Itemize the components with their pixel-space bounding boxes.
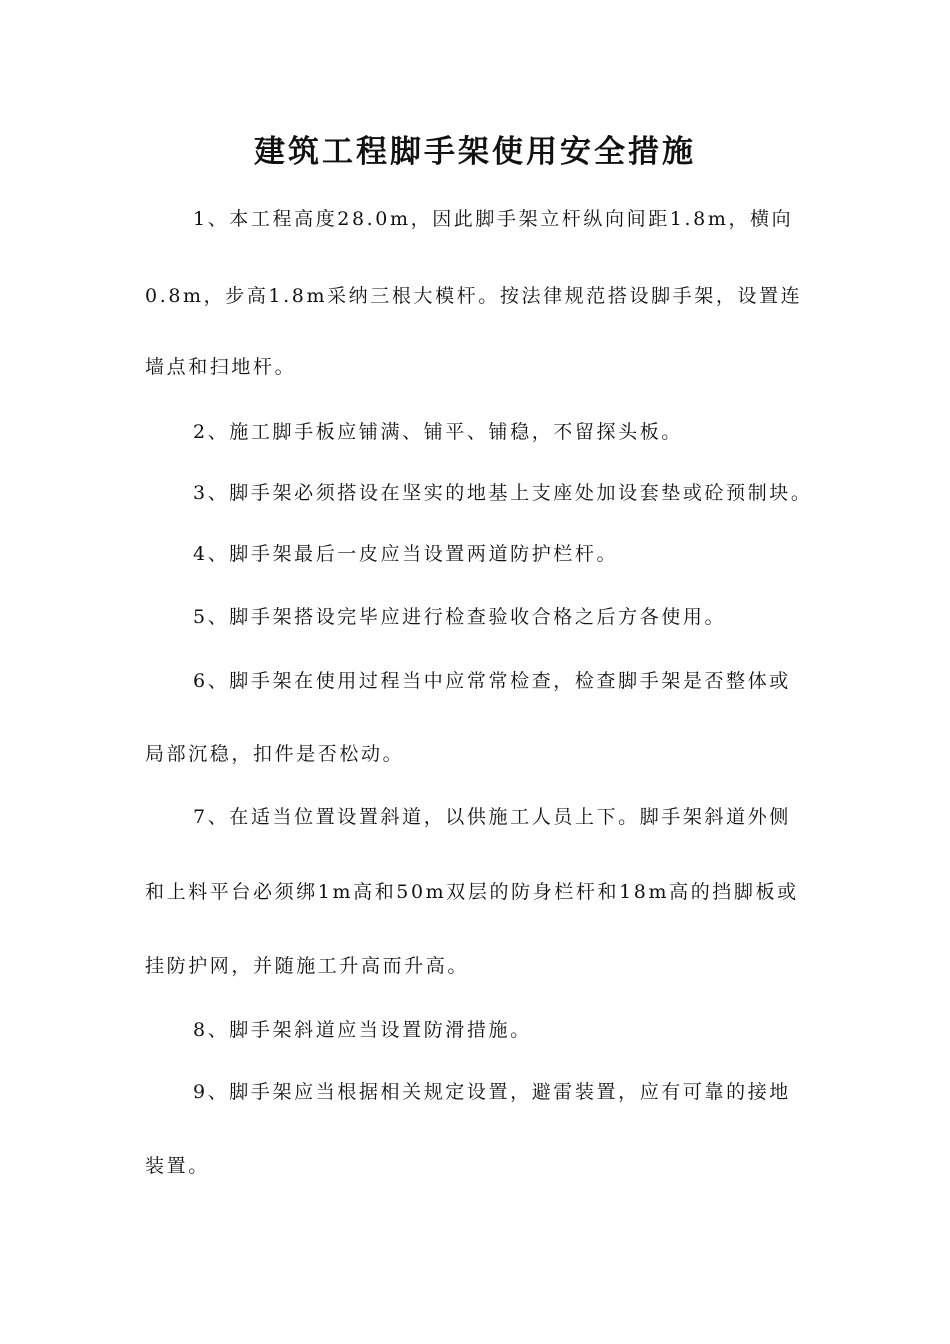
paragraph-line: 和上料平台必须绑1m高和50m双层的防身栏杆和18m高的挡脚板或: [145, 881, 799, 903]
paragraph-line: 3、脚手架必须搭设在坚实的地基上支座处加设套垫或砼预制块。: [193, 482, 813, 504]
paragraph-line: 7、在适当位置设置斜道，以供施工人员上下。脚手架斜道外侧: [193, 806, 791, 828]
paragraph-line: 1、本工程高度28.0m，因此脚手架立杆纵向间距1.8m，横向: [193, 208, 794, 230]
paragraph-line: 0.8m，步高1.8m采纳三根大模杆。按法律规范搭设脚手架，设置连: [145, 285, 803, 307]
paragraph-line: 9、脚手架应当根据相关规定设置，避雷装置，应有可靠的接地: [193, 1081, 791, 1103]
paragraph-line: 6、脚手架在使用过程当中应常常检查，检查脚手架是否整体或: [193, 670, 791, 692]
paragraph-line: 2、施工脚手板应铺满、铺平、铺稳，不留探头板。: [193, 421, 683, 443]
paragraph-line: 8、脚手架斜道应当设置防滑措施。: [193, 1019, 532, 1041]
document-title: 建筑工程脚手架使用安全措施: [254, 134, 696, 170]
paragraph-line: 装置。: [145, 1155, 210, 1177]
paragraph-line: 5、脚手架搭设完毕应进行检查验收合格之后方各使用。: [193, 606, 727, 628]
paragraph-line: 墙点和扫地杆。: [145, 356, 297, 378]
paragraph-line: 局部沉稳，扣件是否松动。: [145, 743, 405, 765]
paragraph-line: 挂防护网，并随施工升高而升高。: [145, 955, 470, 977]
paragraph-line: 4、脚手架最后一皮应当设置两道防护栏杆。: [193, 543, 619, 565]
